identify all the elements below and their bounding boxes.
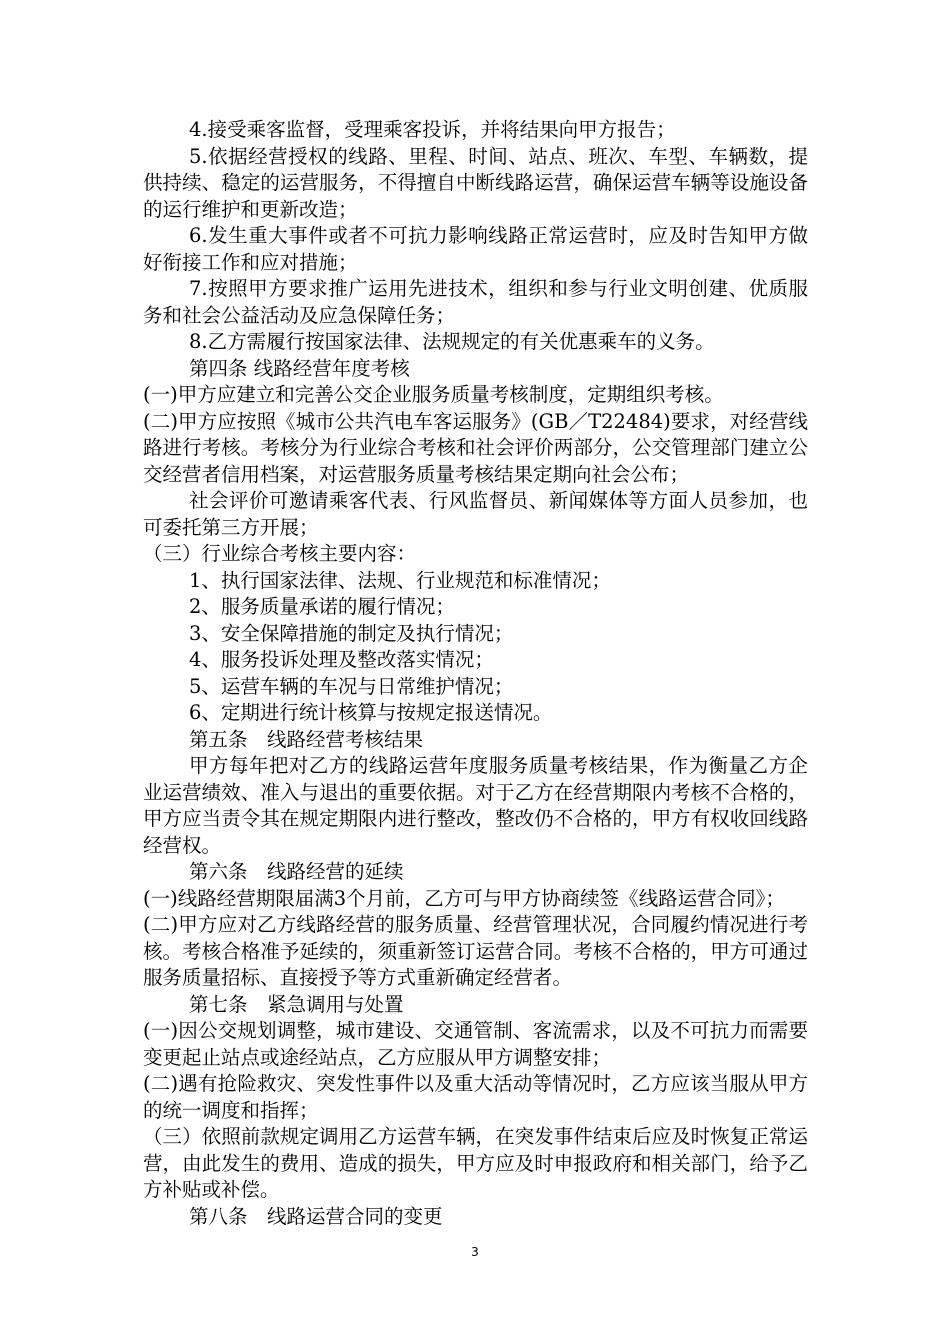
paragraph: 第七条 紧急调用与处置 <box>189 992 404 1016</box>
paragraph: (一)线路经营期限届满3个月前，乙方可与甲方协商续签《线路运营合同》； <box>143 886 785 910</box>
paragraph: (一)甲方应建立和完善公交企业服务质量考核制度，定期组织考核。 <box>143 383 724 406</box>
page-number: 3 <box>471 1245 479 1259</box>
paragraph: (二)甲方应对乙方线路经营的服务质量、经营管理状况，合同履约情况进行考核。考核合格准予延续的，须重新签订运营合同。考核不合格的，甲方可通过服务质量招标、直接授予等方式重新确定经营者。 <box>143 913 808 989</box>
paragraph: 8.乙方需履行按国家法律、法规规定的有关优惠乘车的义务。 <box>189 330 715 353</box>
paragraph: 1、执行国家法律、法规、行业规范和标准情况； <box>189 568 611 592</box>
paragraph: 4、服务投诉处理及整改落实情况； <box>189 648 494 671</box>
paragraph: 第八条 线路运营合同的变更 <box>189 1204 443 1228</box>
paragraph: 第五条 线路经营考核结果 <box>189 727 424 751</box>
paragraph: (二)甲方应按照《城市公共汽电车客运服务》(GB／T22484)要求，对经营线路进行考核。考核分为行业综合考核和社会评价两部分，公交管理部门建立公交经营者信用档案，对运营服务质量考核结果定期向社会公布； <box>143 409 808 486</box>
paragraph: 社会评价可邀请乘客代表、行风监督员、新闻媒体等方面人员参加，也可委托第三方开展； <box>143 489 808 539</box>
paragraph: (二)遇有抢险救灾、突发性事件以及重大活动等情况时，乙方应该当服从甲方的统一调度和指挥； <box>143 1072 808 1122</box>
document-body <box>143 117 808 1230</box>
paragraph: (一)因公交规划调整，城市建设、交通管制、客流需求，以及不可抗力而需要变更起止站点或途经站点，乙方应服从甲方调整安排； <box>143 1019 808 1069</box>
paragraph: 2、服务质量承诺的履行情况； <box>189 595 455 618</box>
paragraph: 第六条 线路经营的延续 <box>189 860 404 883</box>
paragraph: 6、定期进行统计核算与按规定报送情况。 <box>189 701 553 724</box>
paragraph: 7.按照甲方要求推广运用先进技术，组织和参与行业文明创建、优质服务和社会公益活动及应急保障任务； <box>143 277 808 327</box>
paragraph: 5.依据经营授权的线路、里程、时间、站点、班次、车型、车辆数，提供持续、稳定的运营服务，不得擅自中断线路运营，确保运营车辆等设施设备的运行维护和更新改造； <box>143 144 808 221</box>
paragraph: 3、安全保障措施的制定及执行情况； <box>189 621 514 645</box>
paragraph: 5、运营车辆的车况与日常维护情况； <box>189 674 514 698</box>
paragraph: 甲方每年把对乙方的线路运营年度服务质量考核结果，作为衡量乙方企业运营绩效、准入与退出的重要依据。对于乙方在经营期限内考核不合格的，甲方应当责令其在规定期限内进行整改，整改仍不合格的，甲方有权收回线路经营权。 <box>143 754 808 857</box>
paragraph: 第四条 线路经营年度考核 <box>189 356 410 380</box>
paragraph: 6.发生重大事件或者不可抗力影响线路正常运营时，应及时告知甲方做好衔接工作和应对措施； <box>143 224 808 274</box>
paragraph: （三）行业综合考核主要内容： <box>143 542 417 565</box>
paragraph: （三）依照前款规定调用乙方运营车辆，在突发事件结束后应及时恢复正常运营，由此发生的费用、造成的损失，甲方应及时申报政府和相关部门，给予乙方补贴或补偿。 <box>143 1125 808 1201</box>
paragraph: 4.接受乘客监督，受理乘客投诉，并将结果向甲方报告； <box>189 118 676 141</box>
